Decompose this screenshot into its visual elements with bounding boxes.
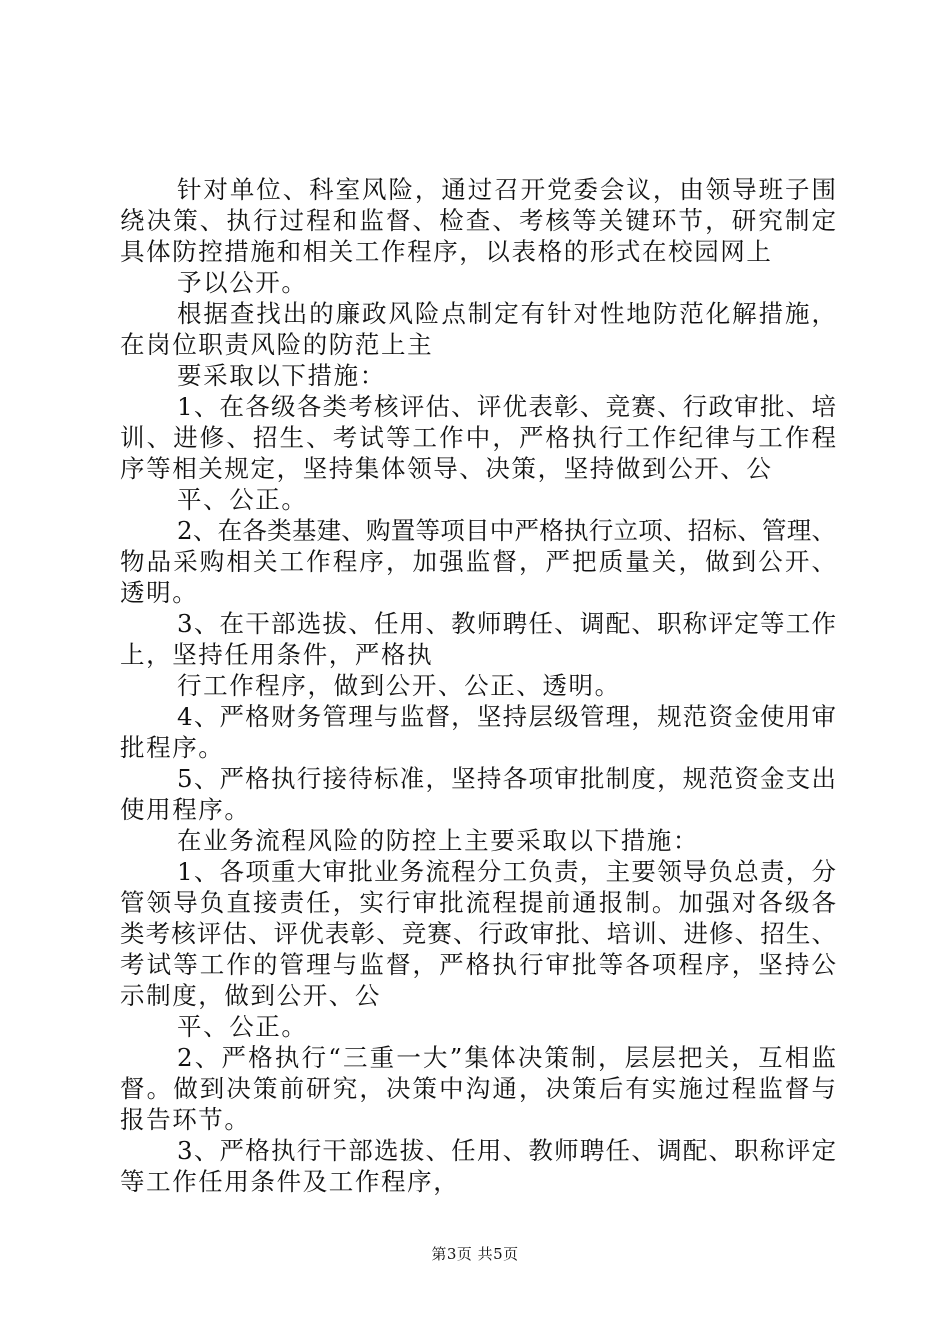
text-line: 物品采购相关工作程序，加强监督，严把质量关，做到公开、 xyxy=(120,547,836,576)
text-line: 平、公正。 xyxy=(177,1012,308,1041)
text-line: 批程序。 xyxy=(120,733,225,762)
text-line: 在岗位职责风险的防范上主 xyxy=(120,330,434,359)
text-line: 5、严格执行接待标准，坚持各项审批制度，规范资金支出 xyxy=(177,764,836,793)
text-line: 3、在干部选拔、任用、教师聘任、调配、职称评定等工作 xyxy=(177,609,836,638)
text-line: 平、公正。 xyxy=(177,485,308,514)
text-line: 报告环节。 xyxy=(120,1105,251,1134)
text-line: 4、严格财务管理与监督，坚持层级管理，规范资金使用审 xyxy=(177,702,836,731)
text-line: 考试等工作的管理与监督，严格执行审批等各项程序，坚持公 xyxy=(120,950,836,979)
text-line: 序等相关规定，坚持集体领导、决策，坚持做到公开、公 xyxy=(120,454,773,483)
text-line: 在业务流程风险的防控上主要采取以下措施： xyxy=(177,826,699,855)
text-line: 训、进修、招生、考试等工作中，严格执行工作纪律与工作程 xyxy=(120,423,836,452)
page-footer: 第3页 共5页 xyxy=(431,1245,519,1263)
text-line: 等工作任用条件及工作程序， xyxy=(120,1167,460,1196)
text-line: 2、在各类基建、购置等项目中严格执行立项、招标、管理、 xyxy=(177,516,836,545)
text-line: 1、在各级各类考核评估、评优表彰、竞赛、行政审批、培 xyxy=(177,392,836,421)
text-line: 督。做到决策前研究，决策中沟通，决策后有实施过程监督与 xyxy=(120,1074,836,1103)
text-line: 1、各项重大审批业务流程分工负责，主要领导负总责，分 xyxy=(177,857,836,886)
text-line: 2、严格执行“三重一大”集体决策制，层层把关，互相监 xyxy=(177,1043,836,1072)
text-line: 类考核评估、评优表彰、竞赛、行政审批、培训、进修、招生、 xyxy=(120,919,836,948)
document-body xyxy=(120,174,836,1197)
text-line: 针对单位、科室风险，通过召开党委会议，由领导班子围 xyxy=(177,175,836,204)
text-line: 具体防控措施和相关工作程序，以表格的形式在校园网上 xyxy=(120,237,773,266)
text-line: 要采取以下措施： xyxy=(177,361,386,390)
text-line: 予以公开。 xyxy=(177,268,308,297)
text-line: 使用程序。 xyxy=(120,795,251,824)
text-line: 上，坚持任用条件，严格执 xyxy=(120,640,434,669)
text-line: 管领导负直接责任，实行审批流程提前通报制。加强对各级各 xyxy=(120,888,836,917)
text-line: 行工作程序，做到公开、公正、透明。 xyxy=(177,671,621,700)
text-line: 根据查找出的廉政风险点制定有针对性地防范化解措施， xyxy=(177,299,836,328)
text-line: 透明。 xyxy=(120,578,199,607)
text-line: 绕决策、执行过程和监督、检查、考核等关键环节，研究制定 xyxy=(120,206,836,235)
text-line: 3、严格执行干部选拔、任用、教师聘任、调配、职称评定 xyxy=(177,1136,836,1165)
text-line: 示制度，做到公开、公 xyxy=(120,981,381,1010)
